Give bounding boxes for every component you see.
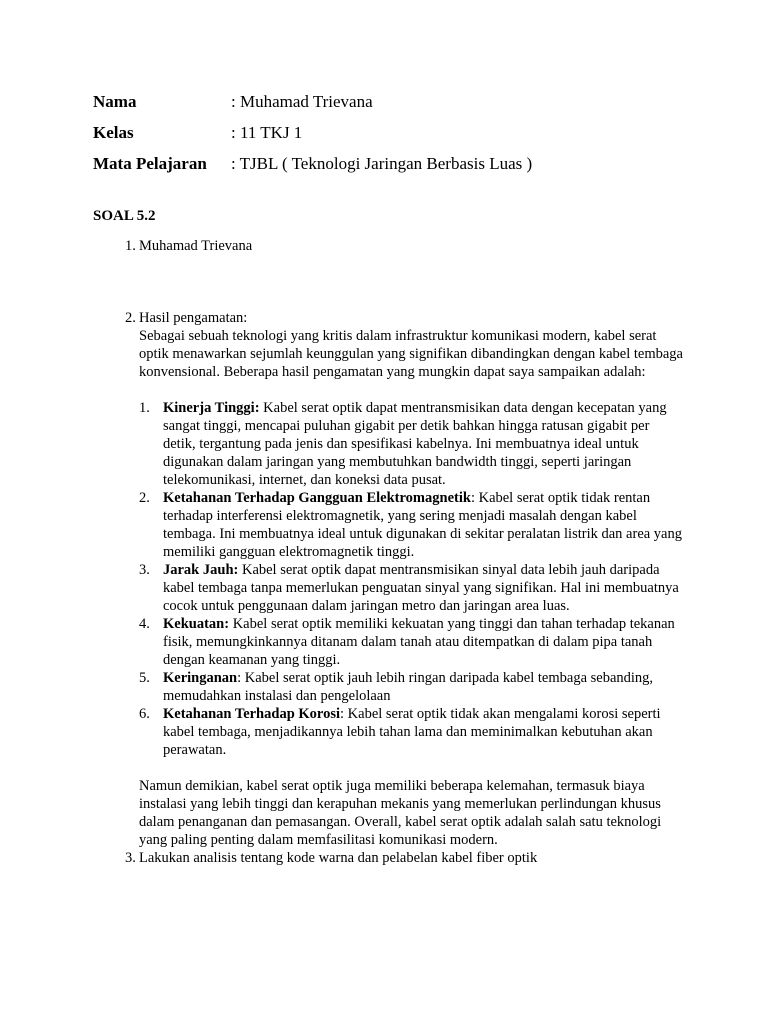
header-label: Mata Pelajaran bbox=[93, 153, 207, 173]
list-item-number: 5. bbox=[139, 670, 150, 686]
list-item bbox=[139, 669, 683, 705]
header-row-mata-pelajaran bbox=[93, 148, 532, 179]
list-item-number: 6. bbox=[139, 706, 150, 722]
header-row-nama bbox=[93, 86, 532, 117]
question-number: 3. bbox=[125, 850, 136, 866]
list-item bbox=[139, 615, 683, 669]
list-item bbox=[139, 489, 683, 561]
question-number: 1. bbox=[125, 238, 136, 254]
question-item-3 bbox=[93, 849, 683, 867]
list-item-text: Kabel serat optik dapat mentransmisikan sinyal data lebih jauh daripada kabel tembaga tanpa memerlukan penguatan sinyal yang signifikan. Hal ini membuatnya cocok untuk penggunaan dalam jaringan metro dan jaringan area luas. bbox=[163, 562, 679, 614]
header-row-kelas bbox=[93, 117, 532, 148]
list-item bbox=[139, 399, 683, 489]
list-item-title: Ketahanan Terhadap Korosi bbox=[163, 706, 341, 722]
header-value: : Muhamad Trievana bbox=[231, 91, 373, 111]
question-text: Lakukan analisis tentang kode warna dan pelabelan kabel fiber optik bbox=[139, 850, 538, 866]
question-item-2 bbox=[93, 309, 683, 849]
question-text: Muhamad Trievana bbox=[139, 238, 253, 254]
question-intro: Sebagai sebuah teknologi yang kritis dalam infrastruktur komunikasi modern, kabel serat optik menawarkan sejumlah keunggulan yang signifikan dibandingkan dengan kabel tembaga konvensional. Beberapa hasil pengamatan yang mungkin dapat saya sampaikan adalah: bbox=[139, 328, 683, 380]
list-item-text: : Kabel serat optik tidak rentan terhadap interferensi elektromagnetik, yang sering menjadi masalah dengan kabel tembaga. Ini membuatnya ideal untuk digunakan di sekitar peralatan listrik dan area yang memiliki gangguan elektromagnetik tinggi. bbox=[163, 490, 682, 560]
list-item-text: Kabel serat optik memiliki kekuatan yang tinggi dan tahan terhadap tekanan fisik, memungkinkannya ditanam dalam tanah atau ditempatkan di dalam pipa tanah dengan keamanan yang tinggi. bbox=[163, 616, 675, 668]
question-item-1 bbox=[93, 237, 683, 255]
list-item-title: Kinerja Tinggi: bbox=[163, 400, 260, 416]
list-item bbox=[139, 705, 683, 759]
list-item-number: 1. bbox=[139, 400, 150, 416]
header-value: : TJBL ( Teknologi Jaringan Berbasis Luas ) bbox=[231, 153, 533, 173]
header-value: : 11 TKJ 1 bbox=[231, 122, 303, 142]
list-item-text: : Kabel serat optik jauh lebih ringan daripada kabel tembaga sebanding, memudahkan instalasi dan pengelolaan bbox=[163, 670, 654, 704]
list-item-text: Kabel serat optik dapat mentransmisikan data dengan kecepatan yang sangat tinggi, mencapai puluhan gigabit per detik bahkan hingga ratusan gigabit per detik, tergantung pada jenis dan spesifikasi kabelnya. Ini membuatnya ideal untuk digunakan dalam jaringan yang membutuhkan bandwidth tinggi, seperti jaringan telekomunikasi, internet, dan koneksi data pusat. bbox=[163, 400, 667, 488]
closing-paragraph: Namun demikian, kabel serat optik juga memiliki beberapa kelemahan, termasuk biaya instalasi yang lebih tinggi dan kerapuhan mekanis yang memerlukan perlindungan khusus dalam penanganan dan pemasangan. Overall, kabel serat optik adalah salah satu teknologi yang paling penting dalam memfasilitasi komunikasi modern. bbox=[139, 778, 662, 848]
question-list bbox=[93, 237, 683, 867]
list-item bbox=[139, 561, 683, 615]
list-item-title: Kekuatan: bbox=[163, 616, 230, 632]
list-item-number: 3. bbox=[139, 562, 150, 578]
section-title: SOAL 5.2 bbox=[93, 208, 156, 224]
header-label: Kelas bbox=[93, 122, 134, 142]
header-label: Nama bbox=[93, 91, 137, 111]
list-item-title: Jarak Jauh: bbox=[163, 562, 239, 578]
list-item-number: 4. bbox=[139, 616, 150, 632]
list-item-title: Ketahanan Terhadap Gangguan Elektromagnetik bbox=[163, 490, 471, 506]
list-item-title: Keringanan bbox=[163, 670, 238, 686]
list-item-text: : Kabel serat optik tidak akan mengalami korosi seperti kabel tembaga, menjadikannya lebih tahan lama dan meminimalkan kebutuhan akan perawatan. bbox=[163, 706, 661, 758]
observation-list bbox=[139, 399, 683, 759]
list-item-number: 2. bbox=[139, 490, 150, 506]
question-number: 2. bbox=[125, 310, 136, 326]
student-header bbox=[93, 86, 532, 179]
question-heading: Hasil pengamatan: bbox=[139, 310, 248, 326]
